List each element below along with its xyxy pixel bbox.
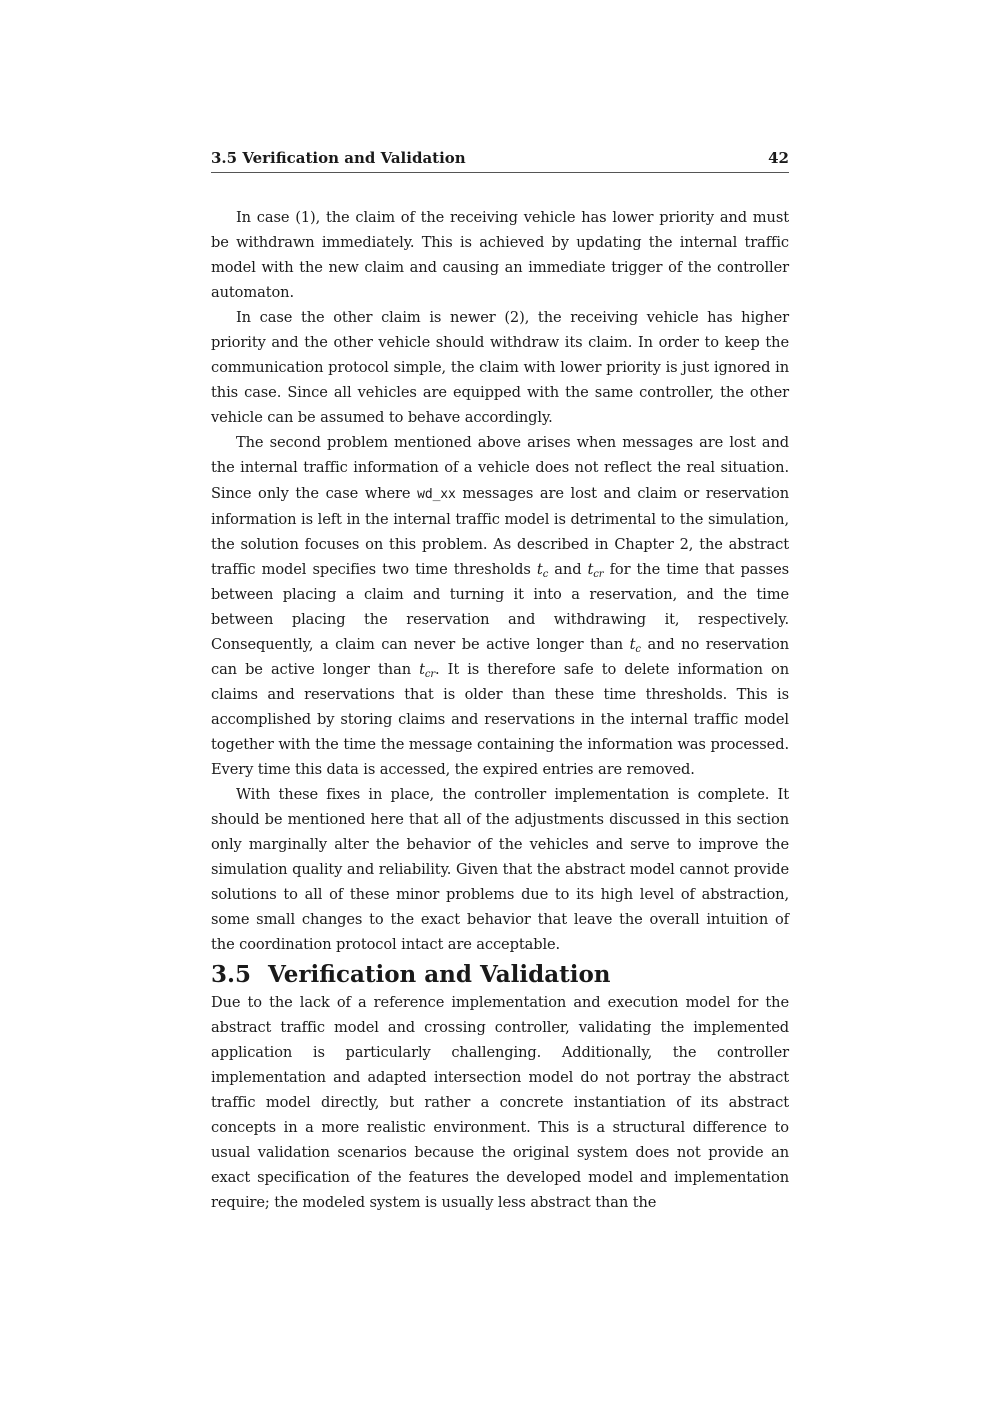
math-subscript: c [542, 568, 549, 580]
page-number: 42 [768, 149, 789, 167]
text-span: and [548, 560, 588, 578]
text-span: messages are lost and claim or reservation information is left in the internal traffic model is detrimental to the simulation, the solution focuses on this problem. As described in Chapter 2, the abstract traffic model specifies two time thresholds [211, 484, 789, 578]
running-head [211, 148, 789, 173]
section-heading [211, 959, 789, 991]
math-subscript: c [635, 643, 641, 655]
paragraph-validation-intro: Due to the lack of a reference implementation and execution model for the abstract traffic model and crossing controller, validating the implemented application is particularly challenging. Additionally, the controller implementation and adapted intersection model do not portray the abstract traffic model directly, but rather a concrete instantiation of its abstract concepts in a more realistic environment. This is a structural difference to usual validation scenarios because the original system does not provide an exact specification of the features the developed model and implementation require; the modeled system is usually less abstract than the [211, 994, 789, 1212]
body-text-top [211, 205, 789, 957]
paragraph-fixes: With these fixes in place, the controller implementation is complete. It should be mentioned here that all of the adjustments discussed in this section only marginally alter the behavior of the vehicles and serve to improve the simulation quality and reliability. Given that the abstract model cannot provide solutions to all of these minor problems due to its high level of abstraction, some small changes to the exact behavior that leave the overall intuition of the coordination protocol intact are acceptable. [211, 786, 789, 954]
math-symbol: t [629, 635, 636, 653]
math-t-c [537, 561, 548, 578]
paragraph-case-1: In case (1), the claim of the receiving vehicle has lower priority and must be withdrawn immediately. This is achieved by updating the internal traffic model with the new claim and causing an immediate trigger of the controller automaton. [211, 209, 789, 302]
body-text-bottom [211, 990, 789, 1215]
section-number: 3.5 [211, 961, 252, 989]
text-span: The second problem mentioned above arises when messages are lost and the internal traffic information of a vehicle does not reflect the real situation. Since only the case where [211, 434, 789, 502]
text-span: . It is therefore safe to delete information on claims and reservations that is older than these time thresholds. This is accomplished by storing claims and reservations in the internal traffic model together with the time the message containing the information was processed. Every time this data is accessed, the expired entries are removed. [211, 660, 789, 779]
math-t-c [630, 636, 641, 653]
paragraph-lost-messages [211, 430, 789, 782]
inline-code: wd_xx [417, 486, 456, 502]
math-symbol: t [419, 660, 425, 678]
text-span: for the time that passes between placing a claim and turning it into a reservation, and the time between placing the reservation and withdrawing it, respectively. Consequently, a claim can never be active longer than [211, 560, 789, 653]
math-subscript: cr [424, 668, 436, 680]
text-span: and no reservation can be active longer than [211, 635, 789, 678]
paragraph-case-2: In case the other claim is newer (2), the receiving vehicle has higher priority and the other vehicle should withdraw its claim. In order to keep the communication protocol simple, the claim with lower priority is just ignored in this case. Since all vehicles are equipped with the same controller, the other vehicle can be assumed to behave accordingly. [211, 309, 789, 427]
math-t-cr [419, 661, 435, 678]
section-title: Verification and Validation [268, 961, 611, 989]
math-symbol: t [536, 560, 543, 578]
math-symbol: t [587, 560, 594, 578]
running-head-title: 3.5 Verification and Validation [211, 149, 466, 167]
math-subscript: cr [593, 568, 604, 580]
math-t-cr [588, 561, 604, 578]
